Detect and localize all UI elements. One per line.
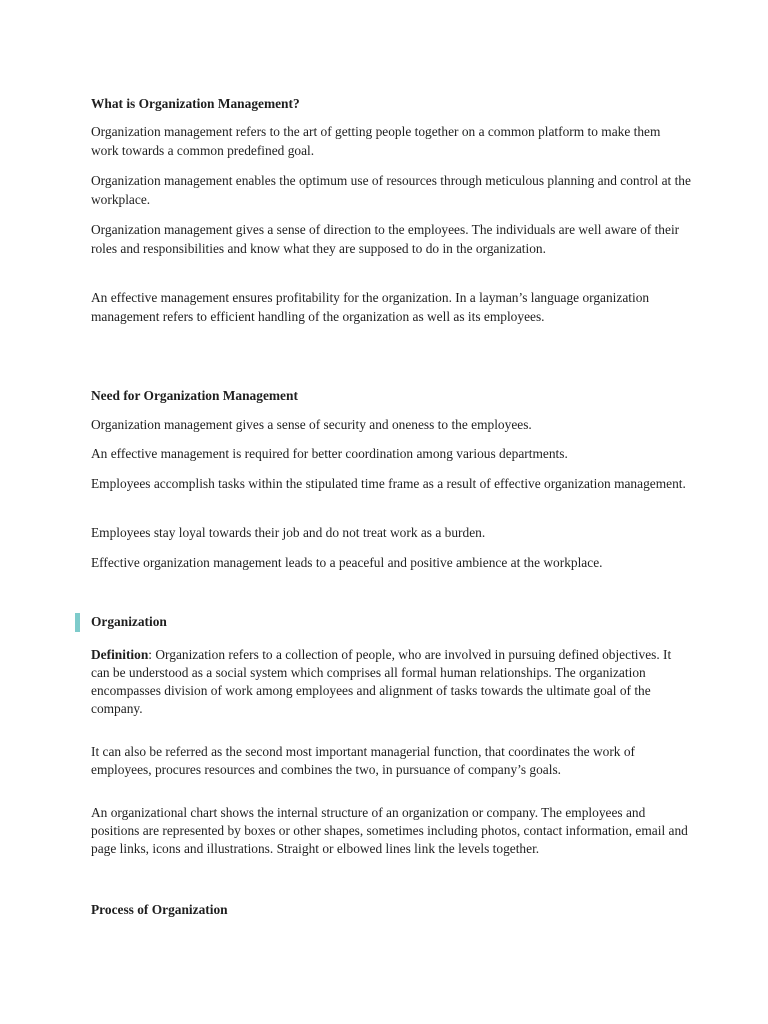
heading-accent-bar <box>75 613 80 632</box>
paragraph: It can also be referred as the second most important managerial function, that coordinates the work of employees, procures resources and combines the two, in pursuance of company’s goals. <box>91 744 635 777</box>
definition-text: : Organization refers to a collection of people, who are involved in pursuing defined objectives. It can be understood as a social system which comprises all formal human relationships. The organization encompasses division of work among employees and alignment of tasks towards the ultimate goal of the company. <box>91 647 672 716</box>
paragraph: Organization management gives a sense of security and oneness to the employees. <box>91 417 532 432</box>
paragraph: Organization management enables the optimum use of resources through meticulous planning and control at the workplace. <box>91 173 691 207</box>
paragraph: Employees stay loyal towards their job and do not treat work as a burden. <box>91 525 486 540</box>
paragraph: An organizational chart shows the internal structure of an organization or company. The employees and positions are represented by boxes or other shapes, sometimes including photos, contact information, email and page links, icons and illustrations. Straight or elbowed lines link the levels together. <box>91 805 688 856</box>
paragraph: Organization management gives a sense of direction to the employees. The individuals are well aware of their roles and responsibilities and know what they are supposed to do in the organization. <box>91 222 680 256</box>
paragraph: Effective organization management leads to a peaceful and positive ambience at the workplace. <box>91 555 603 570</box>
section-heading-organization: Organization <box>91 614 167 629</box>
paragraph: An effective management is required for better coordination among various departments. <box>91 446 568 461</box>
definition-paragraph <box>91 646 691 718</box>
section-heading-what-is-org-management: What is Organization Management? <box>91 96 300 111</box>
definition-label: Definition <box>91 647 149 662</box>
section-heading-need-for-org-management: Need for Organization Management <box>91 388 298 403</box>
paragraph: Organization management refers to the art of getting people together on a common platform to make them work towards a common predefined goal. <box>91 124 661 158</box>
paragraph: Employees accomplish tasks within the stipulated time frame as a result of effective organization management. <box>91 476 686 491</box>
section-heading-process-of-organization: Process of Organization <box>91 902 228 917</box>
paragraph: An effective management ensures profitability for the organization. In a layman’s language organization management refers to efficient handling of the organization as well as its employees. <box>91 290 650 324</box>
